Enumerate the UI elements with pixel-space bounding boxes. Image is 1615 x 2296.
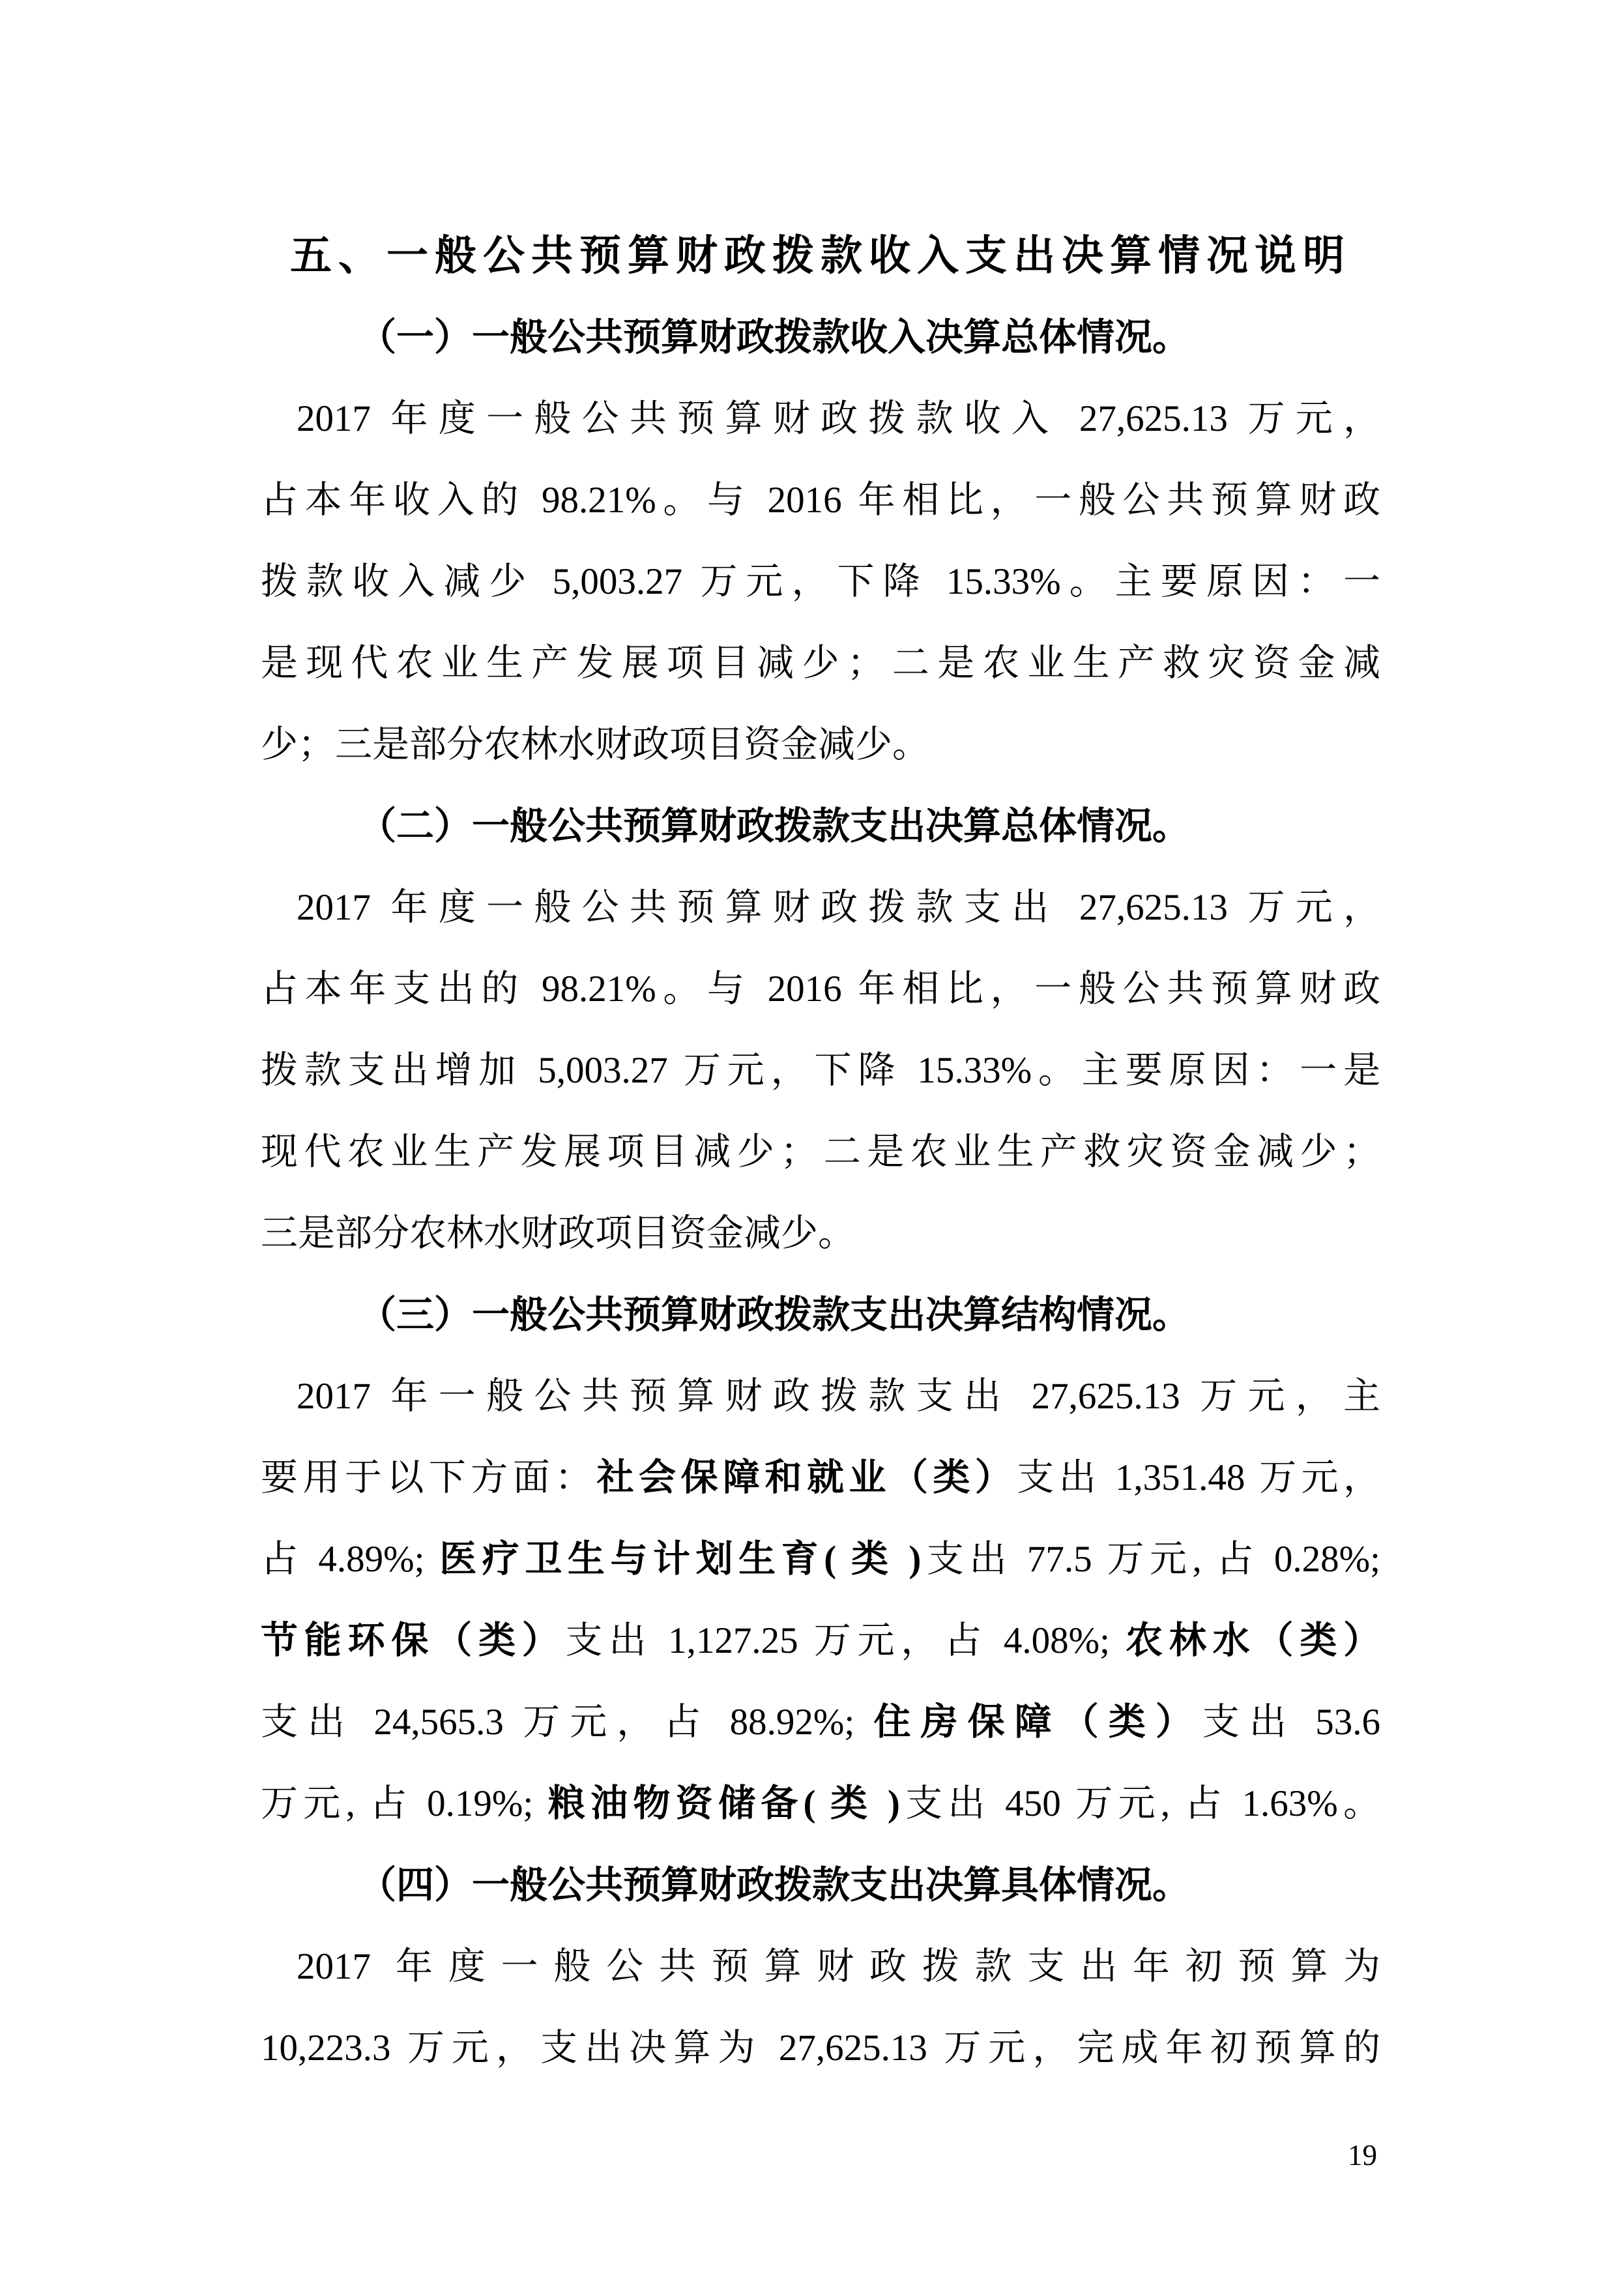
- bold-run: 住房保障（类）: [873, 1702, 1202, 1743]
- text-line: [261, 1111, 1380, 1193]
- text-line: [261, 1519, 1380, 1600]
- section-heading: [261, 785, 1380, 867]
- text-line: [261, 1030, 1380, 1111]
- text-run: 万元, 占 0.19%;: [261, 1783, 548, 1824]
- document-title: [261, 215, 1380, 297]
- text-run: 要用于以下方面：: [261, 1457, 597, 1498]
- text-run: 拨款支出增加 5,003.27 万元，下降 15.33%。主要原因：一是: [261, 1050, 1380, 1091]
- text-run: 支出 24,565.3 万元，占 88.92%;: [261, 1702, 874, 1743]
- bold-run: 农林水（类）: [1126, 1620, 1381, 1661]
- text-run: 占本年支出的 98.21%。与 2016 年相比，一般公共预算财政: [261, 968, 1380, 1010]
- text-line: [261, 867, 1380, 948]
- text-run: 现代农业生产发展项目减少；二是农业生产救灾资金减少；: [261, 1131, 1380, 1172]
- text-run: 是现代农业生产发展项目减少；二是农业生产救灾资金减: [261, 643, 1380, 684]
- text-line: [261, 1437, 1380, 1519]
- text-run: 2017 年度一般公共预算财政拨款支出 27,625.13 万元，: [297, 887, 1380, 928]
- text-run: 拨款收入减少 5,003.27 万元，下降 15.33%。主要原因：一: [261, 561, 1380, 602]
- text-line: [261, 1763, 1380, 1844]
- page-number: 19: [1348, 2139, 1377, 2172]
- text-line: [261, 948, 1380, 1030]
- section-heading: [261, 1844, 1380, 1926]
- text-run: 支出 1,351.48 万元，: [1017, 1457, 1381, 1498]
- text-run: 支出 77.5 万元, 占 0.28%;: [921, 1539, 1380, 1580]
- bold-run: 节能环保（类）: [261, 1620, 566, 1661]
- text-run: 2017 年度一般公共预算财政拨款支出年初预算为: [297, 1946, 1380, 1987]
- text-line: [261, 1356, 1380, 1437]
- text-run: 支出 53.6: [1202, 1702, 1380, 1743]
- text-run: 支出 1,127.25 万元，占 4.08%;: [565, 1620, 1126, 1661]
- section-heading: [261, 1274, 1380, 1356]
- bold-run: （一）一般公共预算财政拨款收入决算总体情况。: [358, 316, 1191, 358]
- text-run: 占 4.89%;: [261, 1539, 440, 1580]
- text-run: 2017 年度一般公共预算财政拨款收入 27,625.13 万元，: [297, 398, 1380, 439]
- text-run: 2017 年一般公共预算财政拨款支出 27,625.13 万元，主: [297, 1376, 1380, 1417]
- text-run: 三是部分农林水财政项目资金减少。: [261, 1213, 855, 1254]
- bold-run: 五、一般公共预算财政拨款收入支出决算情况说明: [290, 233, 1351, 279]
- text-run: 10,223.3 万元，支出决算为 27,625.13 万元，完成年初预算的: [261, 2027, 1380, 2069]
- bold-run: 社会保障和就业（类）: [596, 1457, 1017, 1498]
- text-run: 少；三是部分农林水财政项目资金减少。: [261, 724, 929, 765]
- text-line: [261, 378, 1380, 459]
- bold-run: （二）一般公共预算财政拨款支出决算总体情况。: [358, 805, 1191, 847]
- text-run: 占本年收入的 98.21%。与 2016 年相比，一般公共预算财政: [261, 480, 1380, 521]
- document-body: [261, 215, 1380, 2089]
- bold-run: 粮油物资储备( 类 ): [547, 1783, 900, 1824]
- text-run: 支出 450 万元, 占 1.63%。: [899, 1783, 1381, 1824]
- text-line: [261, 1681, 1380, 1763]
- bold-run: （四）一般公共预算财政拨款支出决算具体情况。: [358, 1864, 1191, 1906]
- text-line: [261, 1193, 1380, 1274]
- text-line: [261, 1926, 1380, 2007]
- text-line: [261, 622, 1380, 704]
- section-heading: [261, 297, 1380, 378]
- bold-run: （三）一般公共预算财政拨款支出决算结构情况。: [358, 1294, 1191, 1336]
- text-line: [261, 2007, 1380, 2089]
- text-line: [261, 541, 1380, 622]
- text-line: [261, 1600, 1380, 1681]
- text-line: [261, 459, 1380, 541]
- text-line: [261, 704, 1380, 785]
- bold-run: 医疗卫生与计划生育( 类 ): [439, 1539, 922, 1580]
